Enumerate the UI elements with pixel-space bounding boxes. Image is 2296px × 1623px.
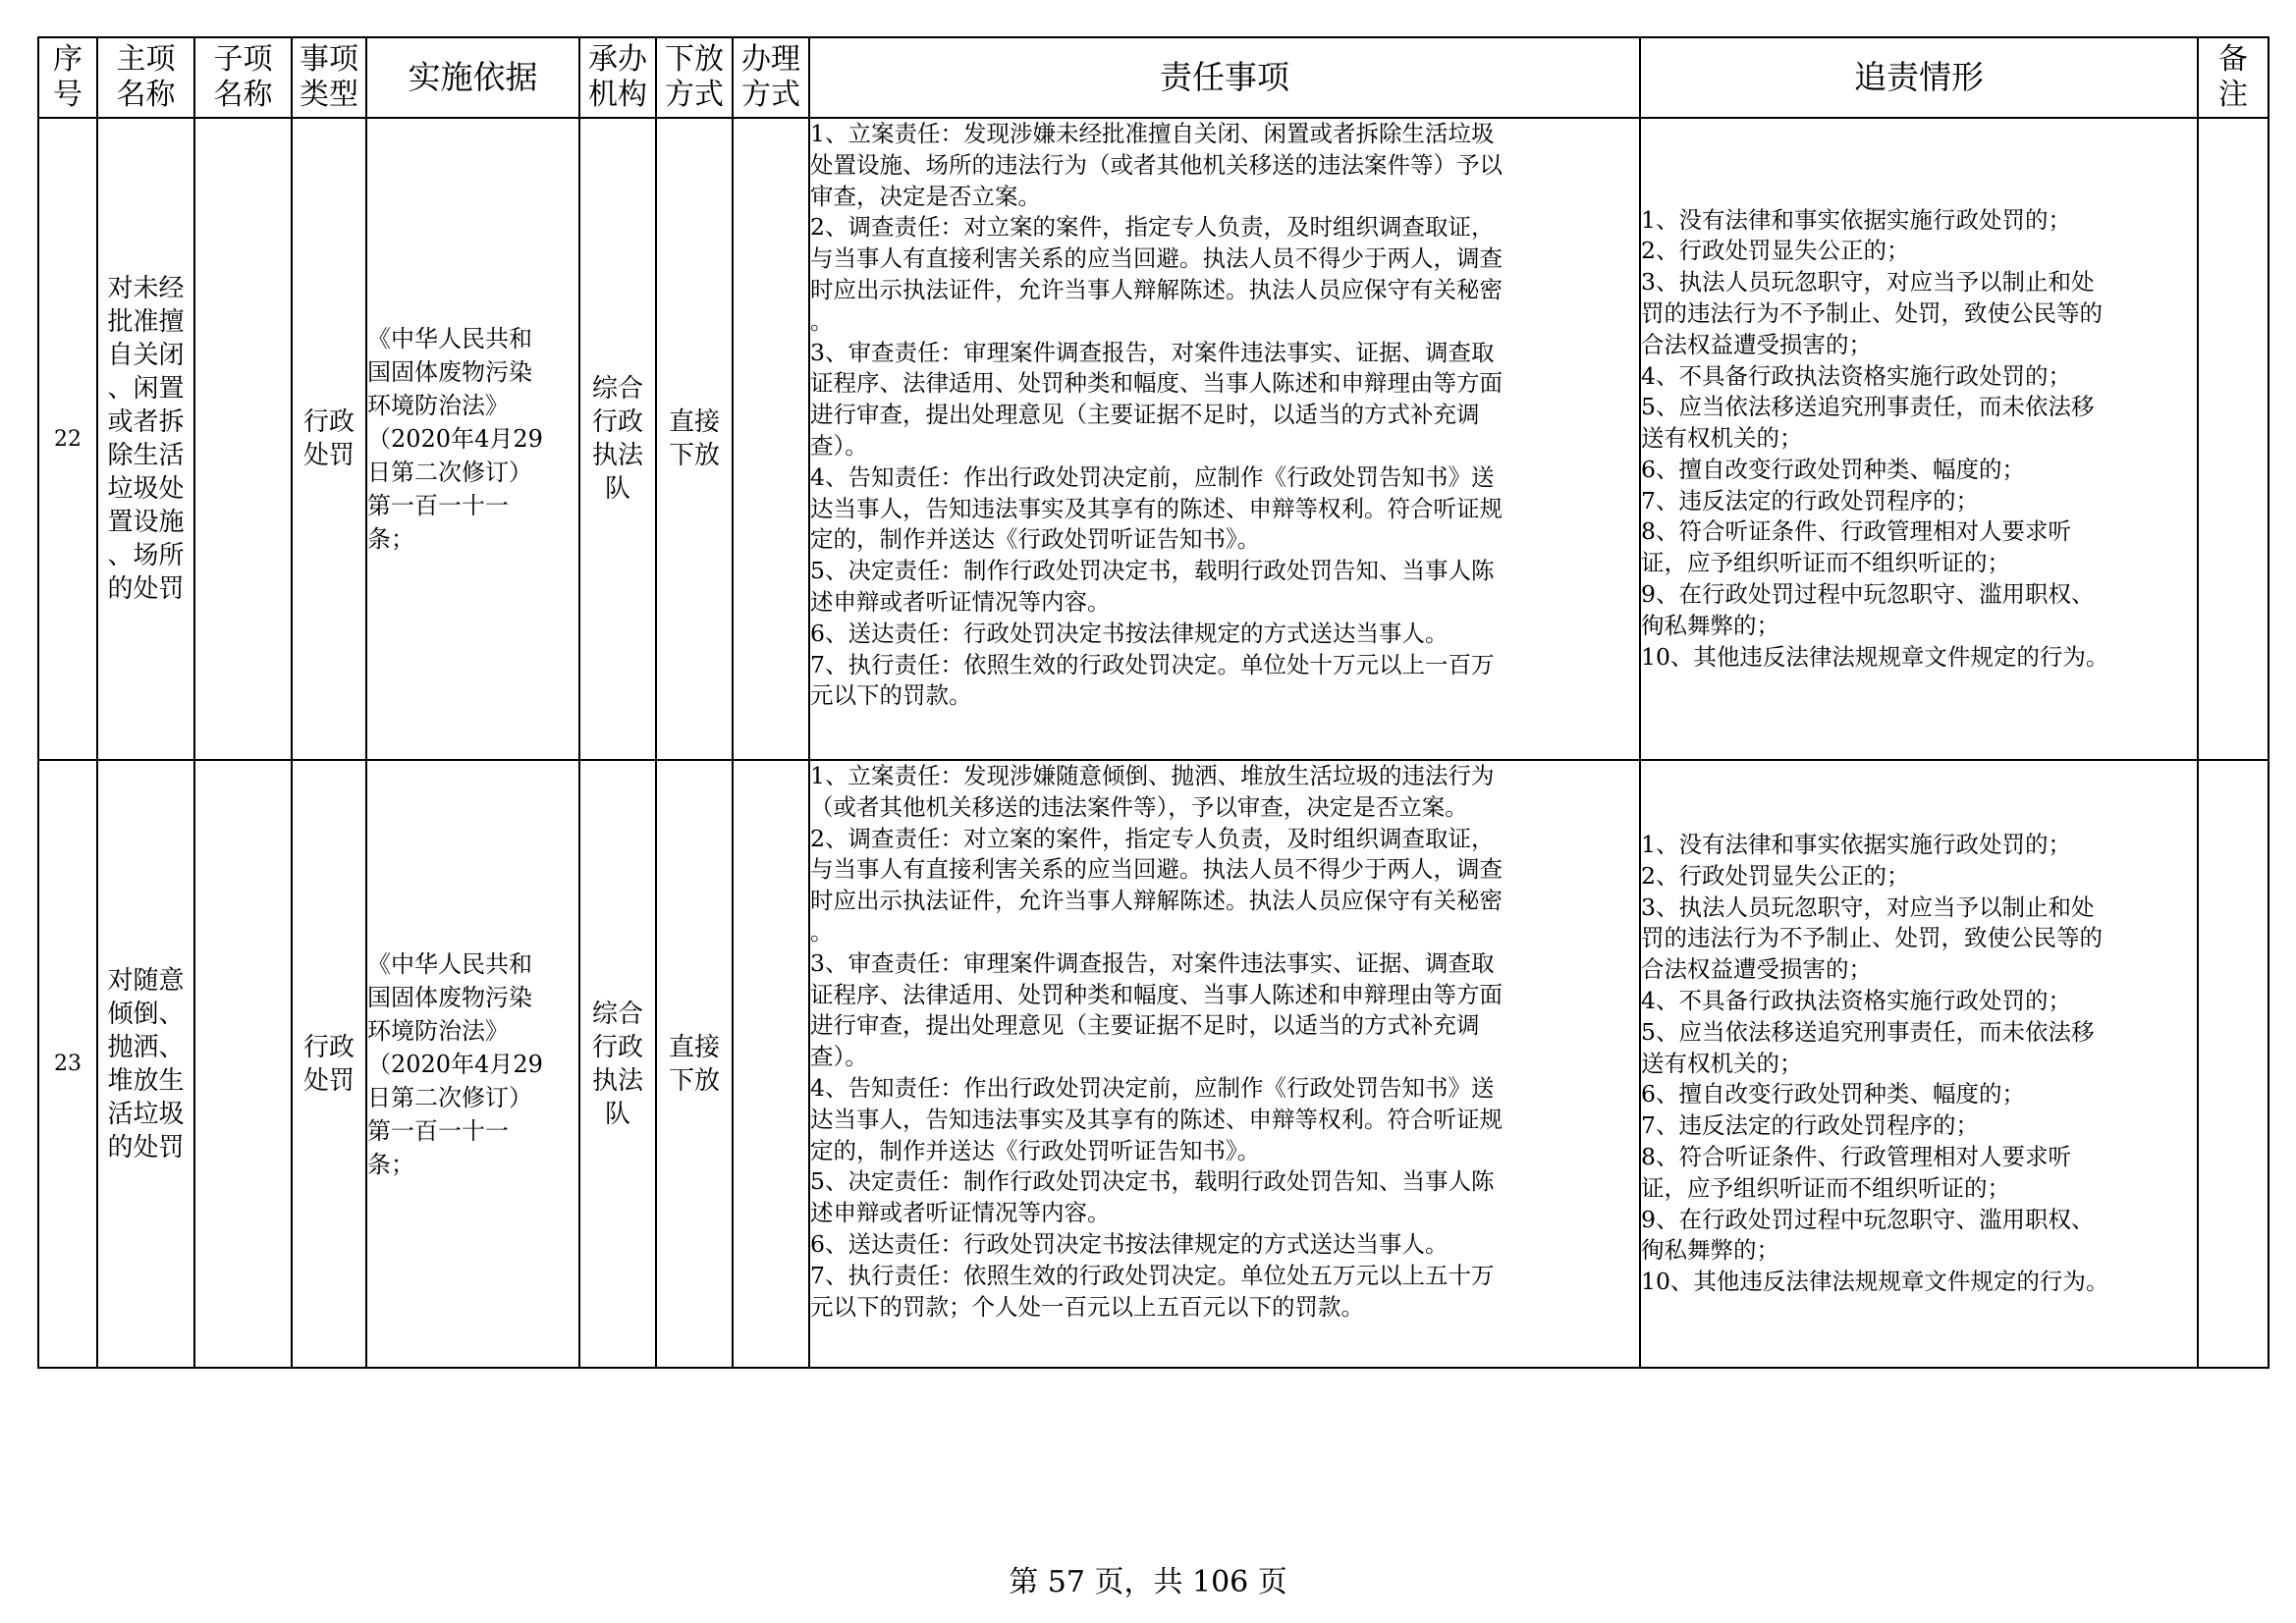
header-remark: 备 注: [2198, 37, 2269, 118]
row-main-name: 对未经 批准擅 自关闭 、闲置 或者拆 除生活 垃圾处 置设施 、场所 的处罚: [97, 118, 194, 760]
table-row: [38, 760, 2269, 1368]
row-remark: [2198, 118, 2269, 760]
responsibility-table: [37, 36, 2269, 1369]
row-accountability: 1、没有法律和事实依据实施行政处罚的； 2、行政处罚显失公正的； 3、执法人员玩忽职守，对应当予以制止和处 罚的违法行为不予制止、处罚，致使公民等的 合法权益遭受损害的； 4、不具备行政执法资格实施行政处罚的； 5、应当依法移送追究刑事责任，而未依法移 送有权机关的； 6、擅自改变行政处罚种类、幅度的； 7、违反法定的行政处罚程序的； 8、符合听证条件、行政管理相对人要求听 证，应予组织听证而不组织听证的； 9、在行政处罚过程中玩忽职守、滥用职权、 徇私舞弊的； 10、其他违反法律法规规章文件规定的行为。: [1640, 118, 2198, 760]
header-seq: 序 号: [38, 37, 97, 118]
header-duty: 责任事项: [809, 37, 1640, 118]
header-accountability: 追责情形: [1640, 37, 2198, 118]
row-sub-name: [194, 118, 292, 760]
header-type: 事项 类型: [292, 37, 366, 118]
row-remark: [2198, 760, 2269, 1368]
table-row: [38, 118, 2269, 760]
row-agency: 综合 行政 执法 队: [579, 760, 656, 1368]
row-agency: 综合 行政 执法 队: [579, 118, 656, 760]
page-number-footer: 第 57 页，共 106 页: [1009, 1565, 1287, 1599]
row-basis: 《中华人民共和 国固体废物污染 环境防治法》 （2020年4月29 日第二次修订） 第一百一十一 条；: [366, 760, 579, 1368]
row-handling: [733, 118, 809, 760]
header-handling: 办理 方式: [733, 37, 809, 118]
header-sub-name: 子项 名称: [194, 37, 292, 118]
header-basis: 实施依据: [366, 37, 579, 118]
header-main-name: 主项 名称: [97, 37, 194, 118]
row-basis: 《中华人民共和 国固体废物污染 环境防治法》 （2020年4月29 日第二次修订） 第一百一十一 条；: [366, 118, 579, 760]
row-type: 行政 处罚: [292, 760, 366, 1368]
row-main-name: 对随意 倾倒、 抛洒、 堆放生 活垃圾 的处罚: [97, 760, 194, 1368]
row-sub-name: [194, 760, 292, 1368]
row-duty: 1、立案责任：发现涉嫌随意倾倒、抛洒、堆放生活垃圾的违法行为 （或者其他机关移送的违法案件等），予以审查，决定是否立案。 2、调查责任：对立案的案件，指定专人负责，及时组织调查取证， 与当事人有直接利害关系的应当回避。执法人员不得少于两人，调查 时应出示执法证件，允许当事人辩解陈述。执法人员应保守有关秘密 。 3、审查责任：审理案件调查报告，对案件违法事实、证据、调查取 证程序、法律适用、处罚种类和幅度、当事人陈述和申辩理由等方面 进行审查，提出处理意见（主要证据不足时，以适当的方式补充调 查）。 4、告知责任：作出行政处罚决定前，应制作《行政处罚告知书》送 达当事人，告知违法事实及其享有的陈述、申辩等权利。符合听证规 定的，制作并送达《行政处罚听证告知书》。 5、决定责任：制作行政处罚决定书，载明行政处罚告知、当事人陈 述申辩或者听证情况等内容。 6、送达责任：行政处罚决定书按法律规定的方式送达当事人。 7、执行责任：依照生效的行政处罚决定。单位处五万元以上五十万 元以下的罚款；个人处一百元以上五百元以下的罚款。: [809, 760, 1640, 1368]
header-agency: 承办 机构: [579, 37, 656, 118]
header-delegation: 下放 方式: [656, 37, 733, 118]
row-accountability: 1、没有法律和事实依据实施行政处罚的； 2、行政处罚显失公正的； 3、执法人员玩忽职守，对应当予以制止和处 罚的违法行为不予制止、处罚，致使公民等的 合法权益遭受损害的； 4、不具备行政执法资格实施行政处罚的； 5、应当依法移送追究刑事责任，而未依法移 送有权机关的； 6、擅自改变行政处罚种类、幅度的； 7、违反法定的行政处罚程序的； 8、符合听证条件、行政管理相对人要求听 证，应予组织听证而不组织听证的； 9、在行政处罚过程中玩忽职守、滥用职权、 徇私舞弊的； 10、其他违反法律法规规章文件规定的行为。: [1640, 760, 2198, 1368]
row-type: 行政 处罚: [292, 118, 366, 760]
row-delegation: 直接 下放: [656, 760, 733, 1368]
row-duty: 1、立案责任：发现涉嫌未经批准擅自关闭、闲置或者拆除生活垃圾 处置设施、场所的违法行为（或者其他机关移送的违法案件等）予以 审查，决定是否立案。 2、调查责任：对立案的案件，指定专人负责，及时组织调查取证， 与当事人有直接利害关系的应当回避。执法人员不得少于两人，调查 时应出示执法证件，允许当事人辩解陈述。执法人员应保守有关秘密 。 3、审查责任：审理案件调查报告，对案件违法事实、证据、调查取 证程序、法律适用、处罚种类和幅度、当事人陈述和申辩理由等方面 进行审查，提出处理意见（主要证据不足时，以适当的方式补充调 查）。 4、告知责任：作出行政处罚决定前，应制作《行政处罚告知书》送 达当事人，告知违法事实及其享有的陈述、申辩等权利。符合听证规 定的，制作并送达《行政处罚听证告知书》。 5、决定责任：制作行政处罚决定书，载明行政处罚告知、当事人陈 述申辩或者听证情况等内容。 6、送达责任：行政处罚决定书按法律规定的方式送达当事人。 7、执行责任：依照生效的行政处罚决定。单位处十万元以上一百万 元以下的罚款。: [809, 118, 1640, 760]
row-seq: 23: [38, 760, 97, 1368]
row-delegation: 直接 下放: [656, 118, 733, 760]
row-seq: 22: [38, 118, 97, 760]
header-row: [38, 37, 2269, 118]
row-handling: [733, 760, 809, 1368]
